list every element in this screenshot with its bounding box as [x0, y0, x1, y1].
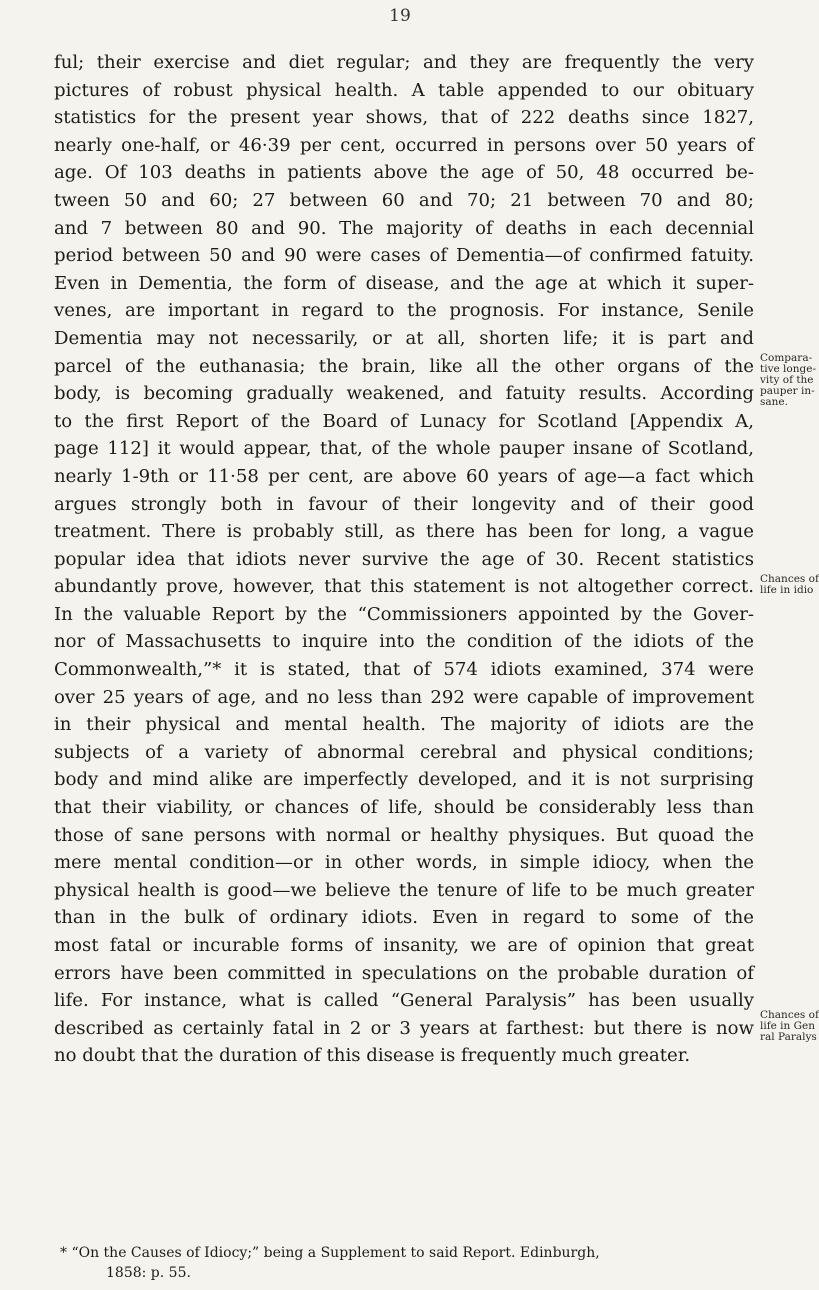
margin-note-longevity	[760, 352, 816, 408]
text-line: Dementia may not necessarily, or at all, shorten life; it is part and	[54, 327, 754, 349]
text-line: and 7 between 80 and 90. The majority of deaths in each decennial	[54, 217, 754, 239]
text-line: over 25 years of age, and no less than 292 were capable of improvement	[54, 686, 754, 708]
text-line: body, is becoming gradually weakened, and fatuity results. According	[54, 383, 754, 405]
margin-note-line: sane.	[760, 396, 788, 408]
margin-note-line: Chances of	[760, 1009, 819, 1021]
text-line: parcel of the euthanasia; the brain, like all the other organs of the	[54, 355, 754, 377]
text-line: age. Of 103 deaths in patients above the age of 50, 48 occurred be-	[54, 162, 754, 184]
margin-note-line: ral Paralys	[760, 1031, 817, 1043]
footnote	[60, 1243, 750, 1283]
text-line: nor of Massachusetts to inquire into the condition of the idiots of the	[54, 631, 754, 653]
margin-note-idiots	[760, 573, 819, 596]
text-line: venes, are important in regard to the prognosis. For instance, Senile	[54, 300, 754, 322]
text-line: pictures of robust physical health. A table appended to our obituary	[54, 79, 754, 101]
text-line: Commonwealth,”* it is stated, that of 574 idiots examined, 374 were	[54, 659, 754, 681]
text-line: abundantly prove, however, that this statement is not altogether correct.	[54, 576, 754, 598]
page-number: 19	[389, 6, 411, 26]
text-line: argues strongly both in favour of their longevity and of their good	[54, 493, 754, 515]
text-line: life. For instance, what is called “General Paralysis” has been usually	[54, 990, 754, 1012]
text-line: errors have been committed in speculations on the probable duration of	[54, 962, 754, 984]
margin-note-line: life in Gen	[760, 1020, 815, 1032]
text-line: physical health is good—we believe the tenure of life to be much greater	[54, 879, 754, 901]
margin-note-paralysis	[760, 1009, 819, 1043]
text-line: nearly one-half, or 46·39 per cent, occurred in persons over 50 years of	[54, 134, 754, 156]
text-line: than in the bulk of ordinary idiots. Even in regard to some of the	[54, 907, 754, 929]
body-text	[54, 49, 754, 1070]
text-line: In the valuable Report by the “Commissioners appointed by the Gover-	[54, 603, 754, 625]
text-line: most fatal or incurable forms of insanity, we are of opinion that great	[54, 935, 754, 956]
margin-note-line: pauper in-	[760, 385, 815, 397]
footnote-line: * “On the Causes of Idiocy;” being a Supplement to said Report. Edinburgh,	[60, 1245, 600, 1261]
text-line: that their viability, or chances of life, should be considerably less than	[54, 797, 754, 819]
text-line: in their physical and mental health. The majority of idiots are the	[54, 714, 754, 736]
text-line: ful; their exercise and diet regular; and they are frequently the very	[54, 52, 754, 73]
text-line: page 112] it would appear, that, of the whole pauper insane of Scotland,	[54, 438, 754, 460]
text-line: described as certainly fatal in 2 or 3 years at farthest: but there is now	[54, 1017, 754, 1039]
text-line: no doubt that the duration of this disease is frequently much greater.	[54, 1045, 691, 1067]
text-line: subjects of a variety of abnormal cerebral and physical conditions;	[54, 741, 754, 763]
text-line: period between 50 and 90 were cases of Dementia—of confirmed fatuity.	[54, 245, 754, 267]
margin-note-line: Chances of	[760, 573, 819, 585]
footnote-line: 1858: p. 55.	[106, 1265, 191, 1281]
text-line: tween 50 and 60; 27 between 60 and 70; 21 between 70 and 80;	[54, 189, 754, 211]
text-line: Even in Dementia, the form of disease, and the age at which it super-	[54, 272, 754, 294]
margin-note-line: tive longe-	[760, 363, 816, 375]
text-line: those of sane persons with normal or healthy physiques. But quoad the	[54, 824, 754, 846]
text-line: popular idea that idiots never survive the age of 30. Recent statistics	[54, 548, 754, 570]
margin-note-line: vity of the	[760, 374, 814, 386]
text-line: statistics for the present year shows, that of 222 deaths since 1827,	[54, 107, 754, 129]
text-line: body and mind alike are imperfectly developed, and it is not surprising	[54, 769, 754, 791]
text-line: to the first Report of the Board of Lunacy for Scotland [Appendix A,	[54, 410, 754, 432]
margin-note-line: life in idio	[760, 584, 814, 596]
text-line: nearly 1-9th or 11·58 per cent, are above 60 years of age—a fact which	[54, 465, 754, 487]
text-line: mere mental condition—or in other words, in simple idiocy, when the	[54, 852, 754, 874]
margin-note-line: Compara-	[760, 352, 813, 364]
text-line: treatment. There is probably still, as there has been for long, a vague	[54, 521, 754, 543]
